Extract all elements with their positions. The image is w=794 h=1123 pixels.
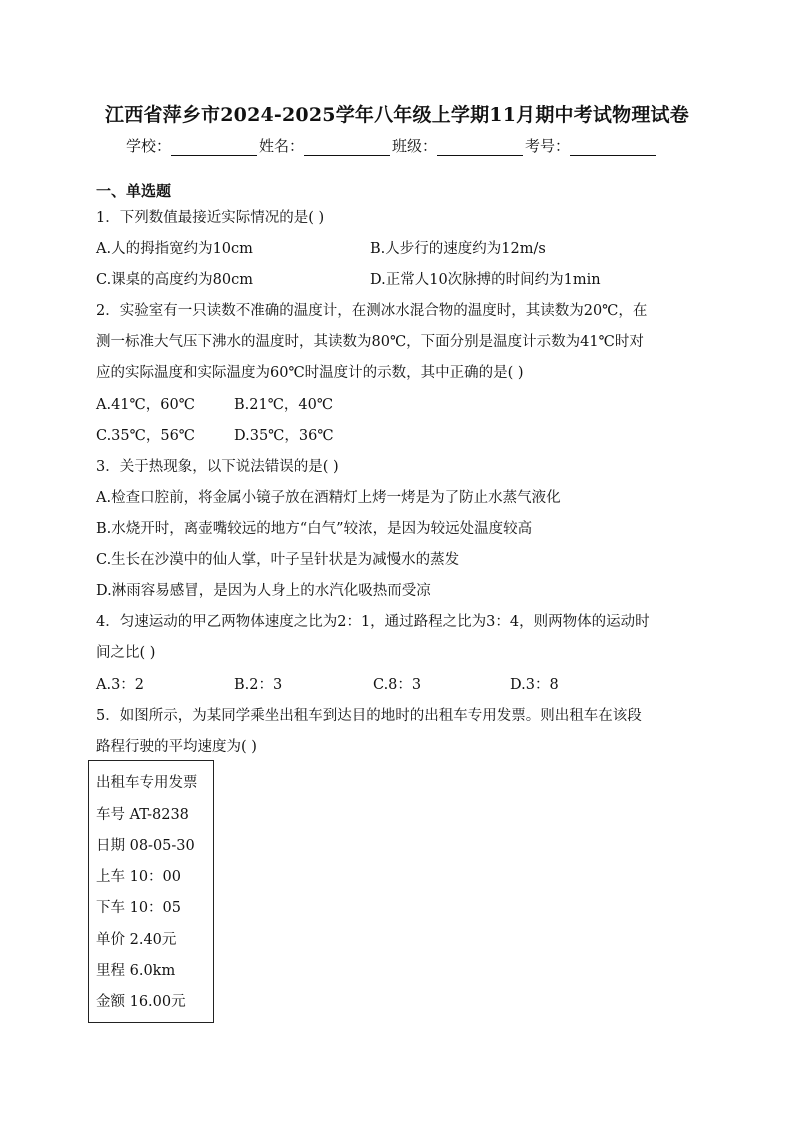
q3-option-d: D.淋雨容易感冒，是因为人身上的水汽化吸热而受凉	[96, 583, 431, 599]
q4-stem-line2: 间之比( )	[96, 645, 156, 661]
section-heading: 一、单选题	[96, 182, 172, 200]
q4-stem-line1: 4．匀速运动的甲乙两物体速度之比为2：1，通过路程之比为3：4，则两物体的运动时	[96, 614, 650, 630]
q1-option-c: C.课桌的高度约为80cm	[96, 272, 254, 288]
receipt-date: 日期 08-05-30	[96, 838, 195, 854]
q5-stem-line2: 路程行驶的平均速度为( )	[96, 739, 257, 755]
receipt-car-number: 车号 AT-8238	[96, 807, 189, 823]
q2-stem-line1: 2．实验室有一只读数不准确的温度计，在测冰水混合物的温度时，其读数为20℃，在	[96, 303, 648, 319]
receipt-distance: 里程 6.0km	[96, 963, 176, 979]
q1-option-b: B.人步行的速度约为12m/s	[370, 241, 546, 257]
class-blank	[437, 139, 523, 156]
exam-title: 江西省萍乡市2024-2025学年八年级上学期11月期中考试物理试卷	[105, 104, 689, 126]
taxi-receipt	[88, 760, 214, 1023]
name-label: 姓名：	[259, 137, 305, 155]
q2-stem-line3: 应的实际温度和实际温度为60℃时温度计的示数，其中正确的是( )	[96, 365, 524, 381]
receipt-board-time: 上车 10：00	[96, 869, 182, 885]
q1-stem: 1．下列数值最接近实际情况的是( )	[96, 210, 325, 226]
name-blank	[304, 139, 390, 156]
q2-option-c: C.35℃，56℃	[96, 428, 196, 444]
q3-option-b: B.水烧开时，离壶嘴较远的地方“白气”较浓，是因为较远处温度较高	[96, 521, 533, 537]
receipt-unit-price: 单价 2.40元	[96, 932, 177, 948]
q3-option-a: A.检查口腔前，将金属小镜子放在酒精灯上烤一烤是为了防止水蒸气液化	[96, 490, 561, 506]
q2-option-b: B.21℃，40℃	[234, 397, 334, 413]
q4-option-d: D.3：8	[510, 677, 559, 693]
q2-stem-line2: 测一标准大气压下沸水的温度时，其读数为80℃，下面分别是温度计示数为41℃时对	[96, 334, 644, 350]
receipt-title: 出租车专用发票	[96, 775, 198, 791]
receipt-alight-time: 下车 10：05	[96, 900, 182, 916]
q4-option-c: C.8：3	[373, 677, 422, 693]
q4-option-a: A.3：2	[96, 677, 145, 693]
student-info-row	[126, 135, 658, 156]
number-blank	[570, 139, 656, 156]
q4-option-b: B.2：3	[234, 677, 283, 693]
q5-stem-line1: 5．如图所示，为某同学乘坐出租车到达目的地时的出租车专用发票。则出租车在该段	[96, 708, 642, 724]
q1-option-d: D.正常人10次脉搏的时间约为1min	[370, 272, 601, 288]
q1-option-a: A.人的拇指宽约为10cm	[96, 241, 253, 257]
number-label: 考号：	[525, 137, 571, 155]
school-label: 学校：	[126, 137, 172, 155]
q2-option-d: D.35℃，36℃	[234, 428, 334, 444]
school-blank	[171, 139, 257, 156]
q3-stem: 3．关于热现象，以下说法错误的是( )	[96, 459, 339, 475]
class-label: 班级：	[392, 137, 438, 155]
q2-option-a: A.41℃，60℃	[96, 397, 195, 413]
receipt-amount: 金额 16.00元	[96, 994, 186, 1010]
q3-option-c: C.生长在沙漠中的仙人掌，叶子呈针状是为减慢水的蒸发	[96, 552, 460, 568]
